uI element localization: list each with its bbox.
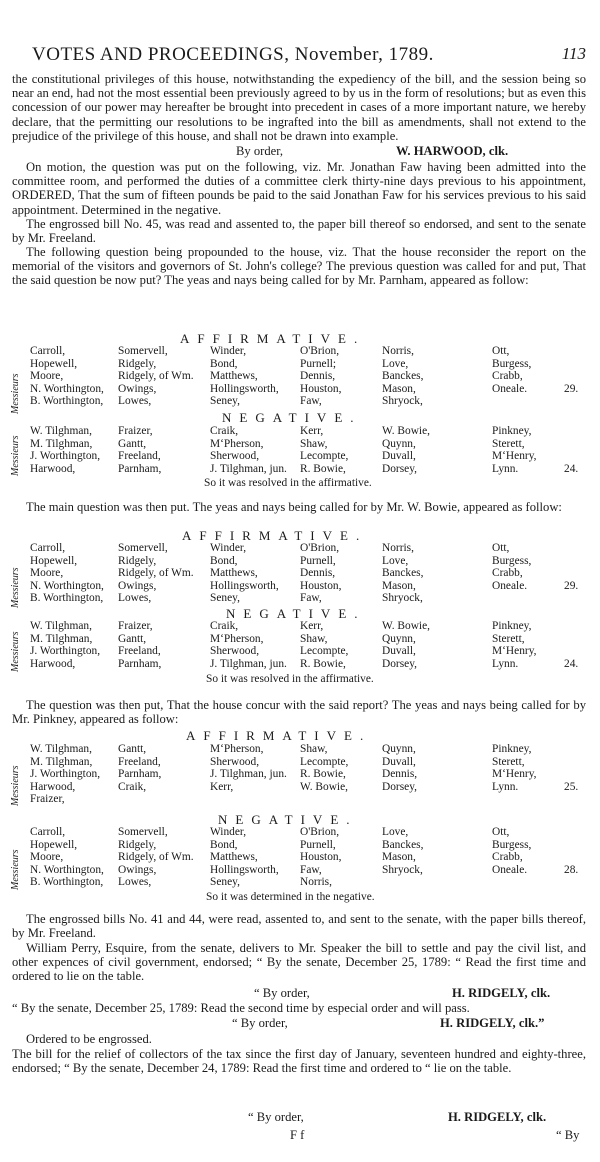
member-name: Hollingsworth, (210, 382, 279, 395)
member-name: Ott, (492, 345, 510, 357)
member-name: J. Worthington, (30, 450, 101, 463)
paragraph-bills-41-44: The engrossed bills No. 41 and 44, were read, assented to, and sent to the senate, with the paper bills thereof, by Mr. Freeland. (12, 912, 586, 941)
member-name: M‘Pherson, (210, 632, 264, 645)
member-name: Sherwood, (210, 645, 260, 658)
member-name: Somervell, (118, 542, 168, 554)
member-name: Kerr, (300, 425, 324, 437)
member-name: W. Bowie, (382, 425, 430, 437)
member-name: Lowes, (118, 395, 152, 408)
member-name: Craik, (210, 425, 239, 437)
member-name: Duvall, (382, 450, 416, 463)
member-name: Pinkney, (492, 425, 532, 437)
member-name: Dennis, (300, 567, 336, 580)
member-name: J. Tilghman, jun. (210, 462, 287, 475)
member-name: Ridgely, of Wm. (118, 567, 194, 580)
member-name: Kerr, (210, 780, 234, 793)
by-order-label: “ By order, (248, 1110, 304, 1124)
member-name: Moore, (30, 567, 64, 580)
member-name: Ott, (492, 826, 510, 838)
member-name: Somervell, (118, 345, 168, 357)
member-name: Houston, (300, 851, 342, 864)
member-name: Sterett, (492, 632, 525, 645)
affirmative-heading: AFFIRMATIVE. (180, 331, 366, 346)
member-name: Oneale. (492, 579, 528, 592)
paragraph-civil-list: William Perry, Esquire, from the senate, delivers to Mr. Speaker the bill to settle and pay the civil list, and other expences of civil government, endorsed; “ By the senate, December 25, 1789: “ Read the first time and ordered to lie on the table. (12, 941, 586, 984)
member-name: Dorsey, (382, 780, 418, 793)
affirmative-count: 29. (564, 580, 579, 592)
member-name: Dorsey, (382, 657, 418, 670)
member-name: Parnham, (118, 657, 162, 670)
member-name: Winder, (210, 826, 247, 838)
member-name: Shaw, (300, 743, 328, 755)
member-name: W. Bowie, (300, 780, 348, 793)
member-name: Freeland, (118, 645, 161, 658)
member-name: Matthews, (210, 370, 258, 383)
member-name: Freeland, (118, 450, 161, 463)
member-name: Bond, (210, 838, 238, 851)
affirmative-count: 25. (564, 781, 579, 793)
member-name: Harwood, (30, 462, 76, 475)
member-name: Winder, (210, 345, 247, 357)
member-name: Owings, (118, 579, 157, 592)
member-name: Dorsey, (382, 462, 418, 475)
member-name: Pinkney, (492, 743, 532, 755)
member-name: Ridgely, (118, 554, 157, 567)
negative-count: 24. (564, 463, 579, 475)
member-name: Harwood, (30, 780, 76, 793)
member-name: M‘Henry, (492, 768, 537, 781)
member-name: Purnell, (300, 554, 336, 567)
page-number: 113 (561, 44, 586, 63)
clerk-signature: H. RIDGELY, clk.” (440, 1016, 545, 1030)
member-name: Quynn, (382, 743, 416, 755)
negative-count: 24. (564, 658, 579, 670)
member-name: Sherwood, (210, 450, 260, 463)
member-name: B. Worthington, (30, 395, 104, 408)
member-name: Crabb, (492, 851, 523, 864)
member-name: Mason, (382, 382, 416, 395)
member-name: M‘Henry, (492, 645, 537, 658)
member-name: Houston, (300, 382, 342, 395)
vote-result: So it was resolved in the affirmative. (204, 477, 372, 489)
by-order-label: “ By order, (254, 986, 310, 1000)
member-name: Lowes, (118, 876, 152, 889)
member-name: Burgess, (492, 357, 532, 370)
member-name: N. Worthington, (30, 382, 104, 395)
catchword: “ By (556, 1128, 580, 1142)
member-name: Seney, (210, 592, 240, 605)
member-name: J. Worthington, (30, 768, 101, 781)
paragraph-motion-faw: On motion, the question was put on the following, viz. Mr. Jonathan Faw having been admitted into the committee room, and performed the duties of a committee clerk thirty-nine days previous to his appointment, ORDERED, That the sum of fifteen pounds be paid to the said Jonathan Faw for his services previous to his said appointment. Determined in the negative. (12, 160, 586, 217)
member-name: Shryock, (382, 395, 423, 408)
member-name: Ridgely, of Wm. (118, 851, 194, 864)
member-name: Lecompte, (300, 755, 349, 768)
member-name: Ridgely, (118, 357, 157, 370)
member-name: W. Tilghman, (30, 620, 92, 632)
member-name: Sterett, (492, 437, 525, 450)
member-name: Faw, (300, 395, 322, 408)
member-name: Burgess, (492, 554, 532, 567)
affirmative-heading: AFFIRMATIVE. (186, 728, 372, 743)
member-name: Carroll, (30, 345, 66, 357)
member-name: M. Tilghman, (30, 755, 93, 768)
messieurs-label: Messieurs (10, 631, 21, 672)
member-name: M. Tilghman, (30, 632, 93, 645)
member-name: Banckes, (382, 838, 424, 851)
signature-mark: F f (290, 1128, 305, 1142)
member-name: R. Bowie, (300, 768, 346, 781)
member-name: Fraizer, (30, 793, 65, 806)
member-name: Owings, (118, 382, 157, 395)
member-name: Quynn, (382, 437, 416, 450)
member-name: W. Tilghman, (30, 743, 92, 755)
member-name: B. Worthington, (30, 876, 104, 889)
member-name: Hollingsworth, (210, 863, 279, 876)
member-name: Moore, (30, 370, 64, 383)
member-name: M‘Pherson, (210, 437, 264, 450)
member-name: Oneale. (492, 382, 528, 395)
member-name: O'Brion, (300, 345, 340, 357)
member-name: Purnell; (300, 357, 337, 370)
member-name: Ridgely, of Wm. (118, 370, 194, 383)
member-name: Lecompte, (300, 645, 349, 658)
member-name: Winder, (210, 542, 247, 554)
member-name: Oneale. (492, 863, 528, 876)
member-name: Dennis, (382, 768, 418, 781)
member-name: M‘Pherson, (210, 743, 264, 755)
messieurs-label: Messieurs (10, 435, 21, 476)
member-name: Lynn. (492, 657, 519, 670)
member-name: Banckes, (382, 370, 424, 383)
member-name: Houston, (300, 579, 342, 592)
member-name: B. Worthington, (30, 592, 104, 605)
member-name: Mason, (382, 851, 416, 864)
messieurs-label: Messieurs (10, 849, 21, 890)
member-name: Ott, (492, 542, 510, 554)
member-name: Gantt, (118, 437, 147, 450)
member-name: Carroll, (30, 826, 66, 838)
clerk-signature: H. RIDGELY, clk. (452, 986, 551, 1000)
member-name: Hopewell, (30, 554, 78, 567)
member-name: Shryock, (382, 592, 423, 605)
paragraph-concur-question: The question was then put, That the house concur with the said report? The yeas and nays being called for by Mr. Pinkney, appeared as follow: (12, 698, 586, 727)
member-name: Carroll, (30, 542, 66, 554)
member-name: Norris, (382, 542, 414, 554)
member-name: J. Worthington, (30, 645, 101, 658)
member-name: Norris, (382, 345, 414, 357)
messieurs-label: Messieurs (10, 765, 21, 806)
member-name: Lynn. (492, 462, 519, 475)
member-name: Sterett, (492, 755, 525, 768)
member-name: Parnham, (118, 768, 162, 781)
member-name: Mason, (382, 579, 416, 592)
member-name: R. Bowie, (300, 462, 346, 475)
member-name: Faw, (300, 863, 322, 876)
member-name: Matthews, (210, 567, 258, 580)
member-name: R. Bowie, (300, 657, 346, 670)
paragraph-reconsider-question: The following question being propounded to the house, viz. That the house reconsider the report on the memorial of the visitors and governors of St. John's college? The previous question was called for and put, That the said question be now put? The yeas and nays being called for by Mr. Parnham, appeared as follow: (12, 245, 586, 288)
affirmative-count: 29. (564, 383, 579, 395)
member-name: Love, (382, 554, 409, 567)
member-name: J. Tilghman, jun. (210, 768, 287, 781)
member-name: Parnham, (118, 462, 162, 475)
member-name: Moore, (30, 851, 64, 864)
member-name: O'Brion, (300, 826, 340, 838)
member-name: Craik, (210, 620, 239, 632)
member-name: Kerr, (300, 620, 324, 632)
member-name: Fraizer, (118, 620, 153, 632)
member-name: O'Brion, (300, 542, 340, 554)
member-name: Hollingsworth, (210, 579, 279, 592)
negative-heading: NEGATIVE. (222, 410, 362, 425)
member-name: Lynn. (492, 780, 519, 793)
clerk-signature: W. HARWOOD, clk. (396, 144, 509, 158)
negative-count: 28. (564, 864, 579, 876)
member-name: Hopewell, (30, 357, 78, 370)
member-name: Bond, (210, 554, 238, 567)
clerk-signature: H. RIDGELY, clk. (448, 1110, 547, 1124)
member-name: Sherwood, (210, 755, 260, 768)
by-order-label: “ By order, (232, 1016, 288, 1030)
member-name: Gantt, (118, 743, 147, 755)
member-name: N. Worthington, (30, 579, 104, 592)
member-name: Lecompte, (300, 450, 349, 463)
member-name: Love, (382, 826, 409, 838)
member-name: Somervell, (118, 826, 168, 838)
messieurs-label: Messieurs (10, 567, 21, 608)
member-name: Duvall, (382, 755, 416, 768)
member-name: Seney, (210, 395, 240, 408)
member-name: Duvall, (382, 645, 416, 658)
member-name: Quynn, (382, 632, 416, 645)
messieurs-label: Messieurs (10, 373, 21, 414)
member-name: Banckes, (382, 567, 424, 580)
member-name: Harwood, (30, 657, 76, 670)
member-name: Freeland, (118, 755, 161, 768)
member-name: Craik, (118, 780, 147, 793)
member-name: Gantt, (118, 632, 147, 645)
member-name: J. Tilghman, jun. (210, 657, 287, 670)
member-name: Purnell, (300, 838, 336, 851)
member-name: Ridgely, (118, 838, 157, 851)
vote-result: So it was resolved in the affirmative. (206, 673, 374, 685)
header-title: VOTES AND PROCEEDINGS, November, 1789. (32, 44, 434, 65)
member-name: Seney, (210, 876, 240, 889)
member-name: Hopewell, (30, 838, 78, 851)
member-name: M‘Henry, (492, 450, 537, 463)
affirmative-heading: AFFIRMATIVE. (182, 528, 368, 543)
member-name: Love, (382, 357, 409, 370)
member-name: Owings, (118, 863, 157, 876)
member-name: Shryock, (382, 863, 423, 876)
member-name: Norris, (300, 876, 332, 889)
member-name: M. Tilghman, (30, 437, 93, 450)
member-name: Fraizer, (118, 425, 153, 437)
member-name: W. Tilghman, (30, 425, 92, 437)
member-name: Pinkney, (492, 620, 532, 632)
paragraph-bill-45: The engrossed bill No. 45, was read and assented to, the paper bill thereof so endorsed, and sent to the senate by Mr. Freeland. (12, 217, 586, 246)
by-order-label: By order, (236, 144, 284, 158)
member-name: Matthews, (210, 851, 258, 864)
member-name: Burgess, (492, 838, 532, 851)
paragraph-protest: the constitutional privileges of this house, notwithstanding the expediency of the bill, and the session being so near an end, had not the most essential been previously agreed to by us in the form of resolutions; but as even this concession of our power may hereafter be brought into precedent in cases of a more important nature, we hereby declare, that the permitting our resolutions to be ingrafted into the bill as amendments, shall not extend to the prejudice of the privilege of this house, and shall not be drawn into example. (12, 72, 586, 143)
member-name: Faw, (300, 592, 322, 605)
negative-heading: NEGATIVE. (226, 606, 366, 621)
running-header (22, 44, 592, 66)
member-name: Crabb, (492, 567, 523, 580)
paragraph-main-question: The main question was then put. The yeas and nays being called for by Mr. W. Bowie, appeared as follow: (26, 500, 562, 514)
member-name: W. Bowie, (382, 620, 430, 632)
member-name: Bond, (210, 357, 238, 370)
member-name: Crabb, (492, 370, 523, 383)
vote-result: So it was determined in the negative. (206, 891, 375, 903)
paragraph-second-reading: “ By the senate, December 25, 1789: Read the second time by especial order and will pass. (12, 1001, 470, 1015)
member-name: N. Worthington, (30, 863, 104, 876)
paragraph-collectors-bill: The bill for the relief of collectors of the tax since the first day of January, seventeen hundred and eighty-three, endorsed; “ By the senate, December 24, 1789: Read the first time and ordered to “ lie on the table. (12, 1047, 586, 1076)
negative-heading: NEGATIVE. (218, 812, 358, 827)
member-name: Dennis, (300, 370, 336, 383)
paragraph-engrossed: Ordered to be engrossed. (26, 1032, 152, 1046)
member-name: Shaw, (300, 632, 328, 645)
member-name: Lowes, (118, 592, 152, 605)
member-name: Shaw, (300, 437, 328, 450)
